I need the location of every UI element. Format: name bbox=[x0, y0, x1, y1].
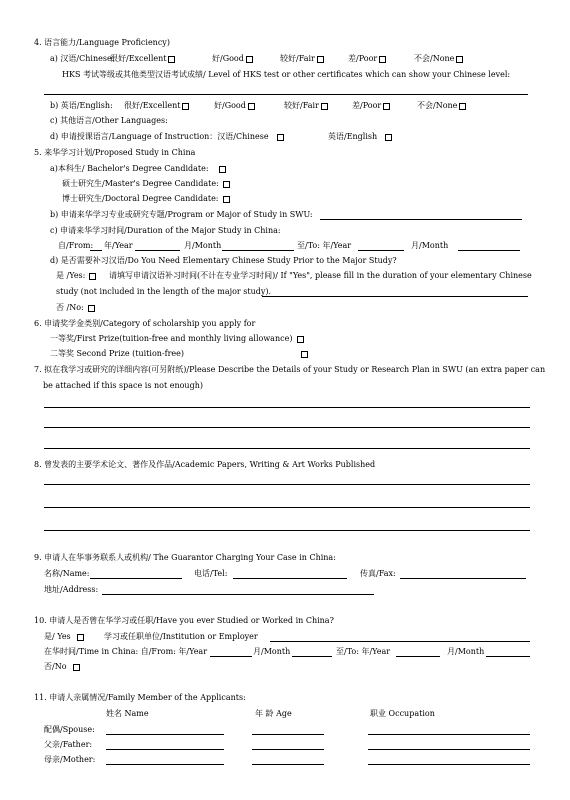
guarantor-address-field[interactable] bbox=[102, 594, 374, 595]
from-label: 自/From: bbox=[58, 241, 94, 250]
program-field[interactable] bbox=[320, 219, 522, 220]
instruction-english-checkbox[interactable] bbox=[385, 134, 392, 141]
master-label: 硕士研究生/Master's Degree Candidate: bbox=[62, 179, 219, 188]
guarantor-tel-label: 电话/Tel: bbox=[194, 569, 228, 578]
section9-heading: 9. 申请人在华事务联系人或机构/ The Guarantor Charging Your Case in China: bbox=[34, 553, 336, 562]
china-from-year-field[interactable] bbox=[210, 656, 252, 657]
hks-level-field[interactable] bbox=[44, 94, 528, 95]
guarantor-name-label: 名称/Name: bbox=[44, 569, 90, 578]
chinese-label: a) 汉语/Chinese: bbox=[50, 54, 115, 63]
study-plan-line-1[interactable] bbox=[44, 407, 530, 408]
institution-label: 学习或任职单位/Institution or Employer bbox=[104, 632, 258, 641]
chinese-fair-checkbox[interactable] bbox=[317, 56, 324, 63]
chinese-excellent-checkbox[interactable] bbox=[168, 56, 175, 63]
english-fair-option[interactable] bbox=[284, 102, 328, 110]
english-good-checkbox[interactable] bbox=[248, 103, 255, 110]
family-col-age: 年 龄 Age bbox=[255, 709, 292, 718]
family-col-occupation: 职业 Occupation bbox=[370, 709, 435, 718]
english-poor-label: 差/Poor bbox=[352, 101, 382, 110]
papers-line-2[interactable] bbox=[44, 507, 530, 508]
from-month-field[interactable] bbox=[135, 250, 180, 251]
spouse-age-field[interactable] bbox=[252, 734, 324, 735]
first-prize-checkbox[interactable] bbox=[297, 336, 304, 343]
elementary-question: d) 是否需要补习汉语/Do You Need Elementary Chinese Study Prior to the Major Study? bbox=[50, 256, 397, 265]
instruction-label: d) 申请授课语言/Language of Instruction：汉语/Chinese bbox=[50, 132, 269, 141]
english-good-option[interactable] bbox=[214, 102, 255, 110]
duration-label: c) 申请来华学习时间/Duration of the Major Study in China: bbox=[50, 226, 281, 235]
mother-name-field[interactable] bbox=[106, 764, 224, 765]
section6-heading: 6. 申请奖学金类别/Category of scholarship you apply for bbox=[34, 319, 256, 328]
chinese-good-option[interactable] bbox=[212, 55, 253, 63]
chinese-fair-option[interactable] bbox=[280, 55, 324, 63]
china-from-month-label: 月/Month bbox=[253, 647, 291, 656]
bachelor-checkbox[interactable] bbox=[219, 166, 226, 173]
instruction-english-label: 英语/English bbox=[328, 132, 378, 141]
elementary-yes-checkbox[interactable] bbox=[89, 273, 96, 280]
first-prize-label: 一等奖/First Prize(tuition-free and monthly living allowance) bbox=[50, 334, 293, 343]
time-in-china-label: 在华时间/Time in China: 自/From: 年/Year bbox=[44, 647, 208, 656]
hks-note: HKS 考试等级或其他类型汉语考试成绩/ Level of HKS test or other certificates which can show your Chinese level: bbox=[62, 70, 511, 79]
guarantor-name-field[interactable] bbox=[90, 578, 182, 579]
spouse-label: 配偶/Spouse: bbox=[44, 725, 95, 734]
other-languages-label: c) 其他语言/Other Languages: bbox=[50, 116, 168, 125]
elementary-yes-option[interactable] bbox=[56, 272, 96, 280]
to-year-field[interactable] bbox=[358, 250, 404, 251]
elementary-no-checkbox[interactable] bbox=[88, 305, 95, 312]
from-day-field[interactable] bbox=[222, 250, 294, 251]
elementary-no-label: 否 /No: bbox=[56, 303, 84, 312]
institution-field[interactable] bbox=[270, 641, 530, 642]
master-option[interactable] bbox=[62, 180, 230, 188]
english-poor-checkbox[interactable] bbox=[383, 103, 390, 110]
english-fair-checkbox[interactable] bbox=[321, 103, 328, 110]
china-no-label: 否/No bbox=[44, 662, 67, 671]
china-to-month-field[interactable] bbox=[486, 656, 530, 657]
china-yes-option[interactable] bbox=[44, 633, 84, 641]
chinese-excellent-label: 很好/Excellent bbox=[110, 54, 167, 63]
doctoral-label: 博士研究生/Doctoral Degree Candidate: bbox=[62, 194, 219, 203]
china-no-option[interactable] bbox=[44, 663, 80, 671]
english-label: b) 英语/English: bbox=[50, 101, 113, 110]
bachelor-option[interactable] bbox=[50, 165, 226, 173]
elementary-duration-field[interactable] bbox=[262, 296, 528, 297]
program-label: b) 申请来华学习专业或研究专题/Program or Major of Study in SWU: bbox=[50, 210, 313, 219]
english-good-label: 好/Good bbox=[214, 101, 246, 110]
spouse-occupation-field[interactable] bbox=[368, 734, 530, 735]
chinese-none-checkbox[interactable] bbox=[456, 56, 463, 63]
papers-line-3[interactable] bbox=[44, 530, 530, 531]
chinese-poor-label: 差/Poor bbox=[348, 54, 378, 63]
section7-heading: 7. 拟在我学习或研究的详细内容(可另附纸)/Please Describe the Details of your Study or Research Plan in SWU (an extra paper can bbox=[34, 365, 546, 374]
doctoral-checkbox[interactable] bbox=[223, 196, 230, 203]
doctoral-option[interactable] bbox=[62, 195, 230, 203]
elementary-no-option[interactable] bbox=[56, 304, 95, 312]
china-to-label: 至/To: 年/Year bbox=[336, 647, 391, 656]
chinese-none-option[interactable] bbox=[414, 55, 463, 63]
elementary-yes-text: 请填写申请汉语补习时间(不计在专业学习时间)/ If "Yes", please fill in the duration of your elementary Chinese bbox=[109, 271, 532, 280]
english-none-checkbox[interactable] bbox=[459, 103, 466, 110]
mother-label: 母亲/Mother: bbox=[44, 755, 96, 764]
section5-heading: 5. 来华学习计划/Proposed Study in China bbox=[34, 148, 196, 157]
chinese-poor-option[interactable] bbox=[348, 55, 386, 63]
father-name-field[interactable] bbox=[106, 749, 224, 750]
instruction-english-option[interactable] bbox=[328, 133, 392, 141]
english-excellent-checkbox[interactable] bbox=[182, 103, 189, 110]
china-yes-checkbox[interactable] bbox=[77, 634, 84, 641]
chinese-fair-label: 较好/Fair bbox=[280, 54, 315, 63]
china-no-checkbox[interactable] bbox=[73, 664, 80, 671]
from-year-field[interactable] bbox=[90, 250, 102, 251]
english-excellent-option[interactable] bbox=[124, 102, 189, 110]
china-to-month-label: 月/Month bbox=[447, 647, 485, 656]
chinese-poor-checkbox[interactable] bbox=[379, 56, 386, 63]
chinese-excellent-option[interactable] bbox=[110, 55, 175, 63]
second-prize-label: 二等奖 Second Prize (tuition-free) bbox=[50, 349, 184, 358]
chinese-none-label: 不会/None bbox=[414, 54, 455, 63]
guarantor-tel-field[interactable] bbox=[233, 578, 347, 579]
english-fair-label: 较好/Fair bbox=[284, 101, 319, 110]
study-plan-line-2[interactable] bbox=[44, 427, 530, 428]
mother-age-field[interactable] bbox=[252, 764, 324, 765]
to-label: 至/To: 年/Year bbox=[297, 241, 352, 250]
section11-heading: 11. 申请人亲属情况/Family Member of the Applicants: bbox=[34, 693, 246, 702]
guarantor-address-label: 地址/Address: bbox=[44, 585, 99, 594]
instruction-chinese-checkbox[interactable] bbox=[277, 134, 284, 141]
to-month-label: 月/Month bbox=[411, 241, 449, 250]
father-label: 父亲/Father: bbox=[44, 740, 93, 749]
from-month-label: 月/Month bbox=[184, 241, 222, 250]
bachelor-label: a)本科生/ Bachelor's Degree Candidate: bbox=[50, 164, 209, 173]
family-col-name: 姓名 Name bbox=[106, 709, 149, 718]
to-month-field[interactable] bbox=[458, 250, 520, 251]
study-plan-line-3[interactable] bbox=[44, 448, 530, 449]
section7-heading-2: be attached if this space is not enough) bbox=[43, 381, 203, 390]
father-occupation-field[interactable] bbox=[368, 749, 530, 750]
spouse-name-field[interactable] bbox=[106, 734, 224, 735]
section4-heading: 4. 语言能力/Language Proficiency) bbox=[34, 38, 170, 47]
section10-heading: 10. 申请人是否曾在华学习或任职/Have you ever Studied or Worked in China? bbox=[34, 616, 334, 625]
china-to-year-field[interactable] bbox=[396, 656, 440, 657]
guarantor-fax-field[interactable] bbox=[400, 578, 526, 579]
second-prize-checkbox[interactable] bbox=[301, 351, 308, 358]
section8-heading: 8. 曾发表的主要学术论文、著作及作品/Academic Papers, Writing & Art Works Published bbox=[34, 460, 376, 469]
from-year-label: 年/Year bbox=[104, 241, 133, 250]
guarantor-fax-label: 传真/Fax: bbox=[360, 569, 396, 578]
china-yes-label: 是/ Yes bbox=[44, 632, 71, 641]
english-poor-option[interactable] bbox=[352, 102, 390, 110]
father-age-field[interactable] bbox=[252, 749, 324, 750]
english-none-option[interactable] bbox=[417, 102, 466, 110]
chinese-good-label: 好/Good bbox=[212, 54, 244, 63]
mother-occupation-field[interactable] bbox=[368, 764, 530, 765]
papers-line-1[interactable] bbox=[44, 484, 530, 485]
english-none-label: 不会/None bbox=[417, 101, 458, 110]
master-checkbox[interactable] bbox=[223, 181, 230, 188]
instruction-chinese-option[interactable] bbox=[50, 133, 284, 141]
elementary-yes-label: 是 /Yes: bbox=[56, 271, 86, 280]
china-from-month-field[interactable] bbox=[292, 656, 332, 657]
chinese-good-checkbox[interactable] bbox=[246, 56, 253, 63]
elementary-yes-text-2: study (not included in the length of the major study). bbox=[56, 287, 272, 296]
english-excellent-label: 很好/Excellent bbox=[124, 101, 181, 110]
